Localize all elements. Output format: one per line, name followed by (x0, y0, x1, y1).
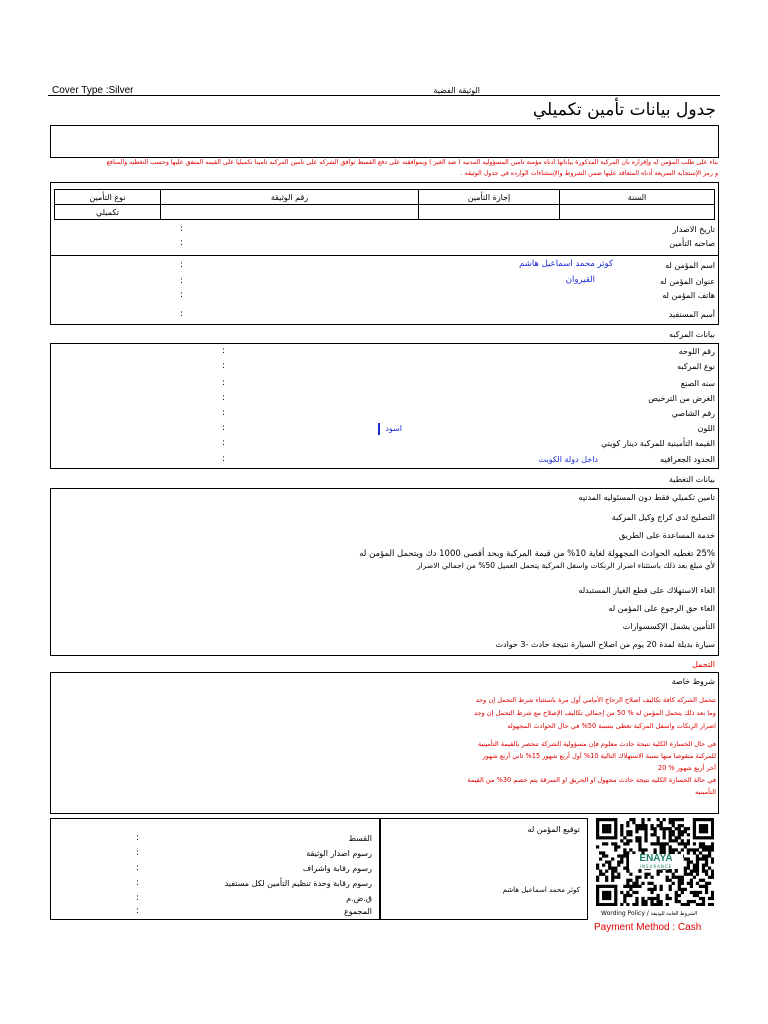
special-term-line: تتحمل الشركه كافة تكاليف اصلاح الزجاج الأمامي أول مرة باستثناء شرط التحمل إن وجد (475, 696, 716, 704)
table-header: رقم الوثيقة (161, 190, 419, 205)
table-header: إجازة التأمين (419, 190, 560, 205)
coverage-item: لأي مبلغ بعد ذلك باستثناء اضرار الرنكات واسفل المركبة يتحمل العميل 50% من اجمالي الاضرار (416, 561, 715, 570)
vehicle-color-label: اللون (697, 424, 715, 433)
colon: : (222, 378, 226, 388)
fee-total-label: المجموع (344, 907, 372, 916)
insured-name-value: كوثر محمد اسماعيل هاشم (519, 259, 613, 269)
vehicle-plate-label: رقم اللوحه (678, 347, 715, 356)
vehicle-chassis-label: رقم الشاصي (671, 409, 715, 418)
policy-table-value-row (55, 205, 715, 220)
vehicle-section-title: بيانات المركبه (668, 330, 715, 339)
colon: : (222, 393, 226, 403)
coverage-item: الغاء الاستهلاك على قطع الغيار المستبدله (578, 586, 715, 595)
policy-name: الوثيقة الفضية (433, 86, 480, 95)
coverage-item: خدمة المساعدة على الطريق (619, 531, 715, 540)
colon: : (136, 848, 140, 858)
vehicle-geo-value: داخل دولة الكويت (538, 455, 598, 464)
vehicle-year-label: سنه الصنع (680, 379, 715, 388)
fee-supervision-label: رسوم رقابة واشراف (302, 864, 372, 873)
vehicle-purpose-label: الغرض من الترخيص (648, 394, 715, 403)
coverage-item: تامين تكميلي فقط دون المسئوليه المدنيه (578, 493, 715, 502)
colon: : (136, 863, 140, 873)
table-cell (161, 205, 419, 220)
colon: : (180, 276, 184, 286)
table-cell (419, 205, 560, 220)
table-cell (560, 205, 715, 220)
fee-regulation-label: رسوم رقابة وحدة تنظيم التأمين لكل مستفيد (224, 879, 372, 888)
fee-q-label: ق.ض.م (346, 894, 372, 903)
special-term-line: وما بعد ذلك يتحمل المؤمن له % 50 من إجمالي تكاليف الإصلاح مع شرط التحمل إن وجد (473, 709, 716, 717)
brand-sub: INSURANCE (639, 864, 673, 869)
policy-table-header-row (55, 190, 715, 205)
caption-ar: الشروط العامة للوثيقة (650, 911, 698, 917)
special-term-line: أخر أربع شهور % 20 (657, 764, 716, 772)
special-term-line: للمركبة منقوصا منها نسبة الاستهلاك التالية 10% أول أربع شهور 15% ثاني أربع شهور (482, 752, 716, 760)
special-term-line: في حال الخسارة الكلية نتيجة حادث معلوم فإن مسؤولية الشركة تنحصر بالقيمة التأمينية (477, 740, 716, 748)
colon: : (180, 290, 184, 300)
colon: : (180, 260, 184, 270)
colon: : (136, 906, 140, 916)
insured-address-label: عنوان المؤمن له (659, 277, 715, 286)
wording-policy-caption[interactable] (601, 910, 697, 917)
table-header: نوع التأمين (55, 190, 161, 205)
colon: : (222, 454, 226, 464)
caption-en: Wording Policy / (601, 910, 649, 917)
colon: : (222, 346, 226, 356)
colon: : (136, 893, 140, 903)
page-title: جدول بيانات تأمين تكميلي (532, 100, 716, 120)
colon: : (180, 238, 184, 248)
table-cell: تكميلي (55, 205, 161, 220)
vehicle-color-value: اسود (385, 424, 402, 433)
colon: : (180, 224, 184, 234)
colon: : (136, 833, 140, 843)
beneficiary-label: أسم المستفيد (668, 310, 715, 319)
special-terms-title: شروط خاصة (671, 677, 715, 686)
coverage-item: سيارة بديلة لمدة 20 يوم من اصلاح السيارة نتيجة حادث -3 حوادث (495, 640, 715, 649)
special-term-line: اضرار الرنكات واسفل المركبة تغطى بنسبة 50% في حال الحوادث المجهوله (507, 722, 716, 730)
insured-name-label: اسم المؤمن له (665, 261, 715, 270)
cover-type: Cover Type :Silver (52, 85, 134, 96)
colon: : (222, 408, 226, 418)
special-term-line: في حالة الخسارة الكليه نتيجة حادث مجهول او الحريق او السرقة يتم خصم 30% من القيمة (467, 776, 716, 784)
brand-logo (629, 854, 683, 869)
fee-premium-label: القسط (348, 834, 372, 843)
signature-label: توقيع المؤمن له (527, 825, 580, 834)
colon: : (222, 438, 226, 448)
table-header: السنة (560, 190, 715, 205)
colon: : (180, 309, 184, 319)
issue-date-label: تاريخ الاصدار (672, 225, 715, 234)
coverage-section-title: بيانات التغطية (668, 475, 715, 484)
signature-name: كوثر محمد اسماعيل هاشم (502, 886, 580, 894)
divider (50, 255, 719, 256)
payment-method: Payment Method : Cash (594, 922, 702, 933)
vehicle-type-label: نوع المركبه (677, 362, 715, 371)
vehicle-value-label: القيمة التأمينية للمركبة دينار كويتي (601, 439, 715, 448)
header-rule (48, 95, 720, 96)
coverage-item: الغاء حق الرجوع على المؤمن له (608, 604, 715, 613)
brand-name: ENAYA (639, 853, 673, 864)
colon: : (222, 361, 226, 371)
notice-line-1: بناء على طلب المؤمن له وإقراره بان المركبة المذكورة بياناتها أدناه مؤمنة تأمين المسؤوليه المدنيه ( ضد الغير ) وبموافقته على دفع القسط توافق الشركه على تأمين المركبه تأمينا تكميليا على القيمه المتفق عليها وحسب التغطيه والمنافع (106, 159, 718, 166)
vehicle-geo-label: الحدود الجعرافيه (660, 455, 715, 464)
special-term-line: التأمينيه (695, 788, 716, 796)
colon: : (136, 878, 140, 888)
insured-phone-label: هاتف المؤمن له (662, 291, 715, 300)
fee-issue-label: رسوم اصدار الوثيقة (306, 849, 372, 858)
coverage-item: التأمين يشمل الإكسسوارات (622, 622, 715, 631)
blank-box (50, 125, 719, 158)
policy-table (54, 189, 715, 220)
owner-label: صاحبه التأمين (669, 239, 715, 248)
qr-code[interactable] (596, 818, 714, 906)
insured-address-value: القيروان (565, 275, 595, 285)
coverage-item: 25% تغطيه الحوادث المجهولة لغاية 10% من قيمة المركبة وبحد أقصى 1000 دك ويتحمل المؤمن له (359, 549, 715, 559)
deductible-label: التحمل (692, 660, 715, 669)
notice-line-2: و رمز الإستجابة السريعة أدناه المتعاقد عليها ضمن الشروط والإستثناءات الوارده في جدول الوثيقة . (460, 170, 718, 177)
colon: : (222, 423, 226, 433)
coverage-item: التصليح لدى كراج وكيل المركبة (611, 513, 715, 522)
